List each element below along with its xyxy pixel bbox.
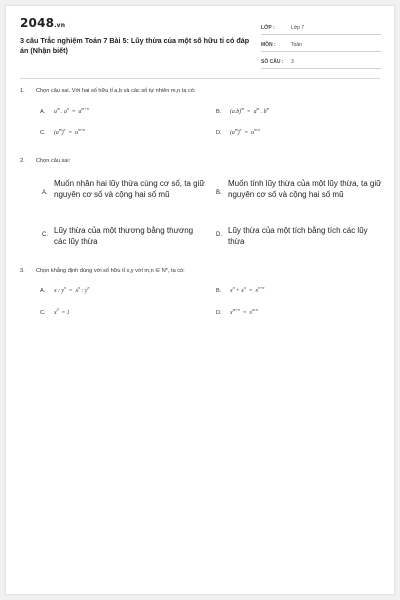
meta-row-count	[261, 52, 381, 69]
option-formula: $(a^m)^n = a^{m.n}$	[230, 128, 260, 136]
option-2b[interactable]	[216, 178, 384, 200]
meta-key: LỚP :	[261, 25, 275, 31]
option-text: Lũy thừa của một thương bằng thương các lũy thừa	[54, 226, 194, 246]
meta-key: MÔN :	[261, 42, 276, 48]
option-letter: D.	[216, 232, 222, 238]
meta-row-class	[261, 18, 381, 35]
option-2a[interactable]	[42, 178, 212, 200]
option-letter: A.	[40, 109, 46, 115]
option-letter: D.	[216, 310, 222, 316]
question-number: 3.	[20, 268, 25, 274]
option-2c[interactable]	[42, 225, 202, 247]
option-text: Muốn nhân hai lũy thừa cùng cơ số, ta giữ nguyên cơ số và cộng hai số mũ	[54, 179, 205, 199]
site-logo[interactable]	[20, 16, 65, 30]
logo-text: 2048	[20, 16, 55, 30]
option-letter: C.	[40, 310, 46, 316]
option-formula: $x^n + x^n = x^{n+n}$	[230, 286, 265, 294]
meta-panel	[261, 18, 381, 69]
option-formula: $x^{m+n} = x^{m.n}$	[230, 308, 258, 316]
option-formula: $(a^m)^n = a^{m+n}$	[54, 128, 86, 136]
meta-value: Toán	[291, 42, 302, 48]
document-page	[6, 6, 394, 594]
option-letter: C.	[42, 232, 48, 238]
option-letter: A.	[42, 190, 48, 196]
option-formula: $a^m$ . $a^n = a^{m+n}$	[54, 107, 89, 115]
question-number: 1.	[20, 88, 25, 94]
question-number: 2.	[20, 158, 25, 164]
meta-value: 3	[291, 59, 294, 65]
option-letter: C.	[40, 130, 46, 136]
option-3c[interactable]	[40, 310, 70, 316]
option-1d[interactable]	[216, 130, 260, 136]
option-formula: $x^0 = 1$	[54, 308, 70, 316]
logo-suffix: .vn	[54, 22, 66, 29]
meta-value: Lớp 7	[291, 25, 305, 31]
question-text: Chọn câu sai:	[36, 158, 71, 164]
option-3a[interactable]	[40, 288, 89, 294]
option-letter: A.	[40, 288, 46, 294]
option-text: Lũy thừa của một tích bằng tích các lũy thừa	[228, 226, 368, 246]
header-divider	[20, 78, 380, 79]
option-2d[interactable]	[216, 225, 384, 247]
document-title: 3 câu Trắc nghiệm Toán 7 Bài 5: Lũy thừa của một số hữu tỉ có đáp án (Nhận biết)	[20, 36, 250, 55]
question-text: Chọn câu sai. Với hai số hữu tỉ a,b và các số tự nhiên m,n ta có:	[36, 88, 196, 94]
option-1a[interactable]	[40, 109, 89, 115]
meta-row-subject	[261, 35, 381, 52]
option-text: Muốn tính lũy thừa của một lũy thừa, ta giữ nguyên cơ số và cộng hai số mũ	[228, 179, 382, 199]
question-1	[20, 88, 380, 94]
question-2	[20, 158, 380, 164]
question-text: Chọn khẳng định đúng với số hữu tỉ x,y với m,n ∈ N*, ta có:	[36, 268, 185, 274]
meta-key: SỐ CÂU :	[261, 59, 284, 65]
option-formula: x : $y^n = x^n$ : $y^n$	[54, 286, 90, 294]
option-1c[interactable]	[40, 130, 85, 136]
option-letter: B.	[216, 288, 222, 294]
option-formula: $(a.b)^m = a^m$ . $b^m$	[230, 107, 270, 115]
option-3b[interactable]	[216, 288, 264, 294]
question-3	[20, 268, 380, 274]
option-1b[interactable]	[216, 109, 269, 115]
option-letter: D.	[216, 130, 222, 136]
option-letter: B.	[216, 109, 222, 115]
option-letter: B.	[216, 190, 222, 196]
option-3d[interactable]	[216, 310, 258, 316]
